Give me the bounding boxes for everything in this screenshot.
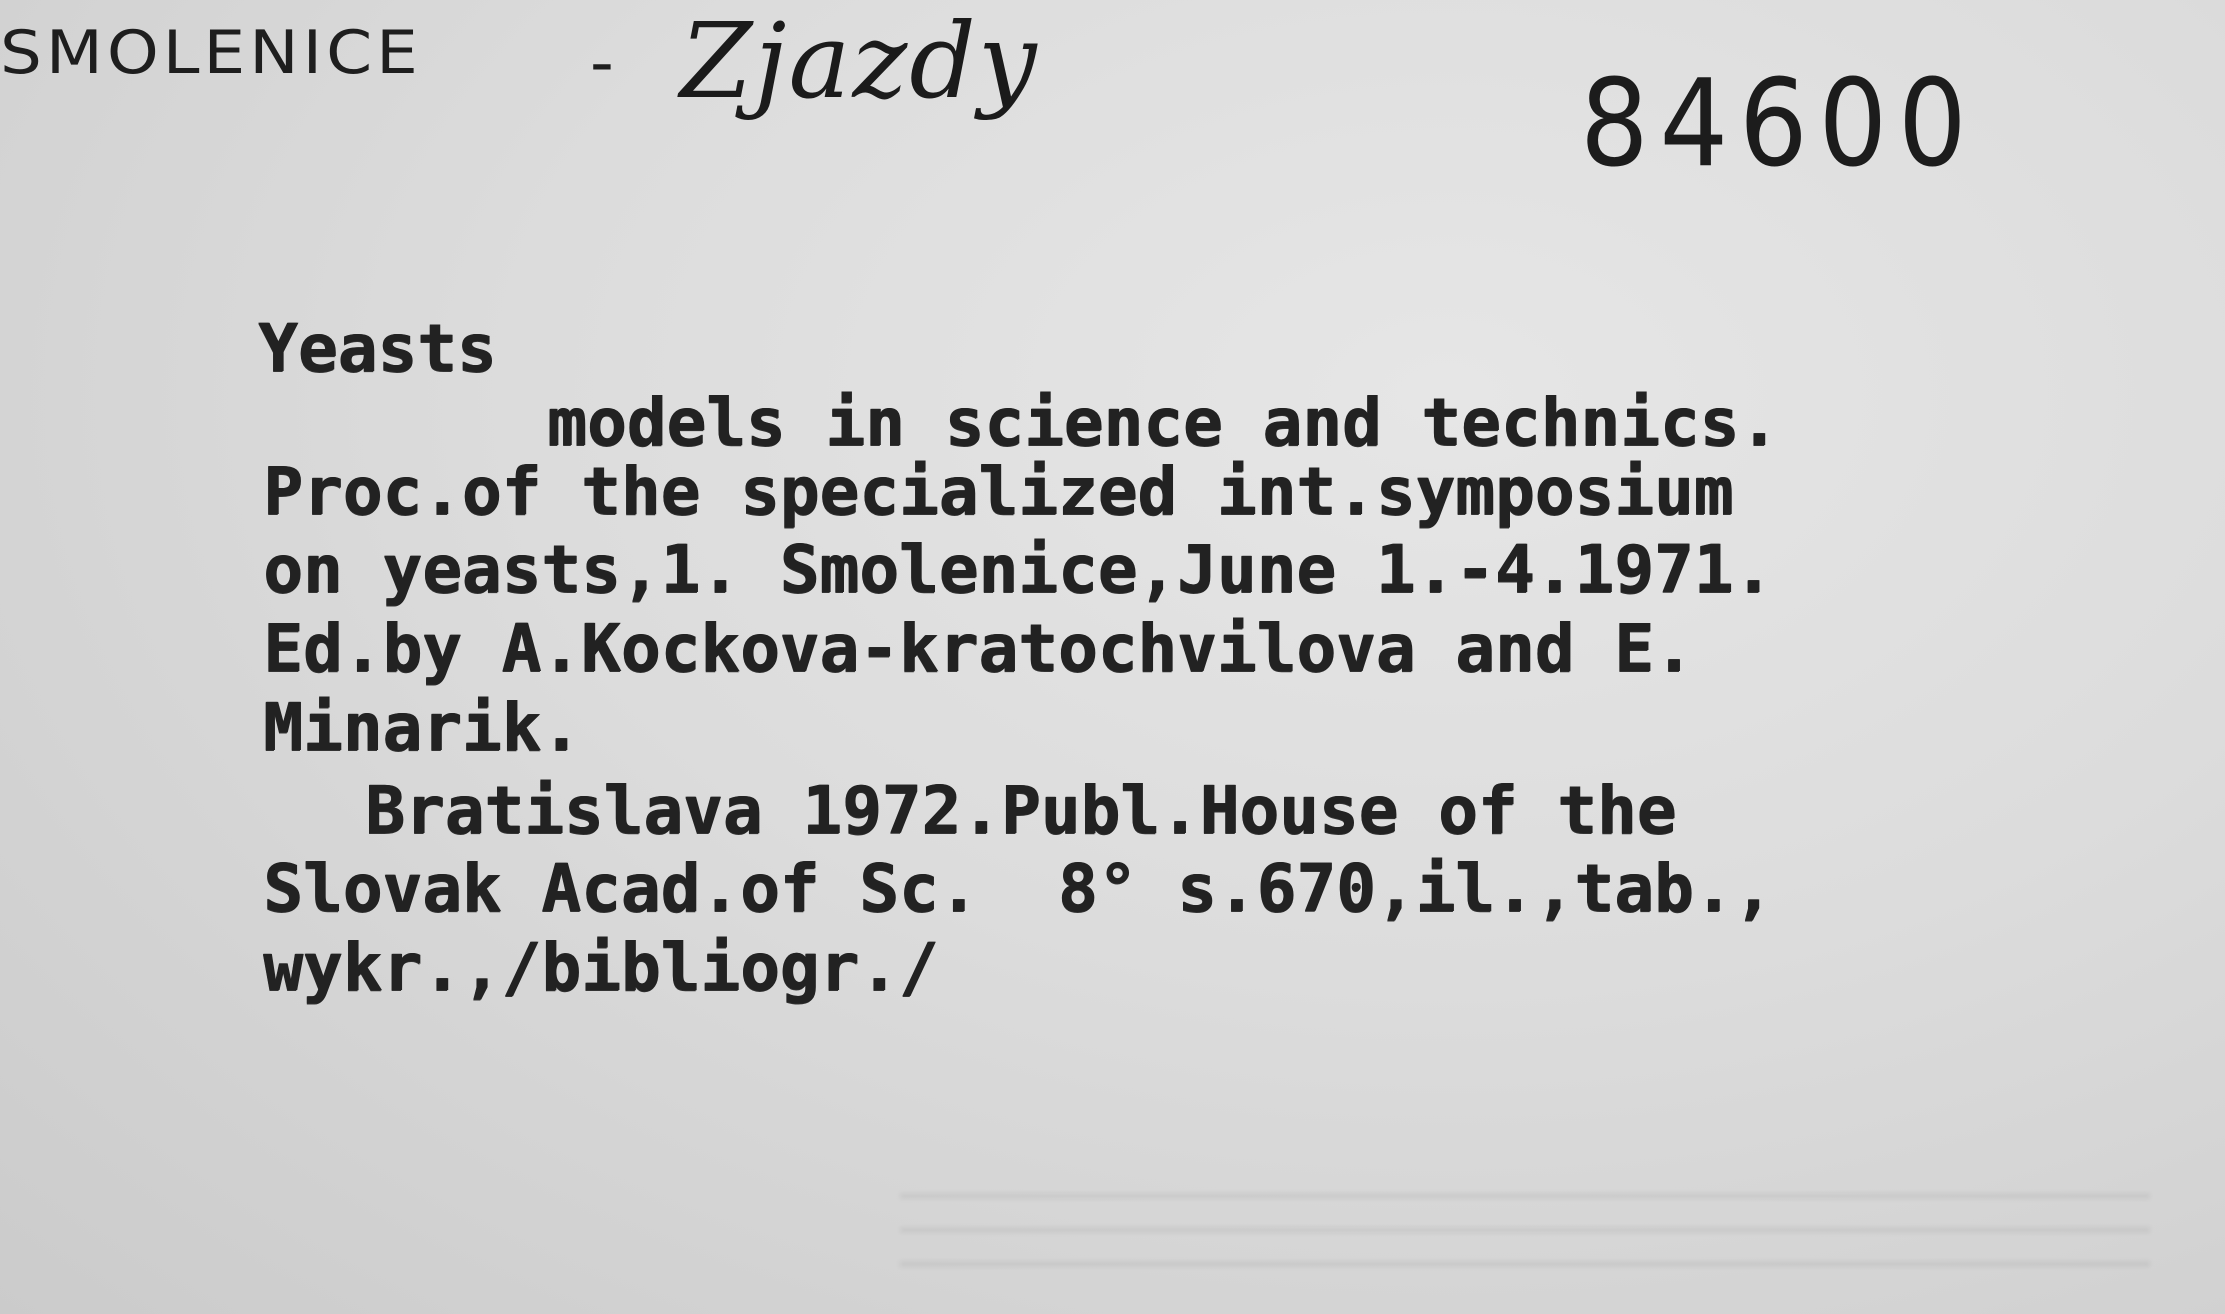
bleed-through-text xyxy=(900,1165,2150,1285)
heading-location: SMOLENICE xyxy=(0,18,422,88)
entry-line-7: Slovak Acad.of Sc. 8° s.670,il.,tab., xyxy=(263,850,1773,927)
entry-line-3: on yeasts,1. Smolenice,June 1.-4.1971. xyxy=(263,531,1773,608)
entry-line-6: Bratislava 1972.Publ.House of the xyxy=(365,772,1677,849)
entry-line-1: models in science and technics. xyxy=(547,384,1779,461)
entry-line-8: wykr.,/bibliogr./ xyxy=(263,929,939,1006)
heading-separator: - xyxy=(590,24,614,101)
entry-line-2: Proc.of the specialized int.symposium xyxy=(263,453,1734,530)
entry-line-4: Ed.by A.Kockova-kratochvilova and E. xyxy=(263,610,1694,687)
entry-title: Yeasts xyxy=(258,310,497,387)
entry-line-5: Minarik. xyxy=(263,689,581,766)
heading-handwritten-subject: Zjazdy xyxy=(680,0,1039,122)
catalog-number: 84600 xyxy=(1580,55,1978,194)
